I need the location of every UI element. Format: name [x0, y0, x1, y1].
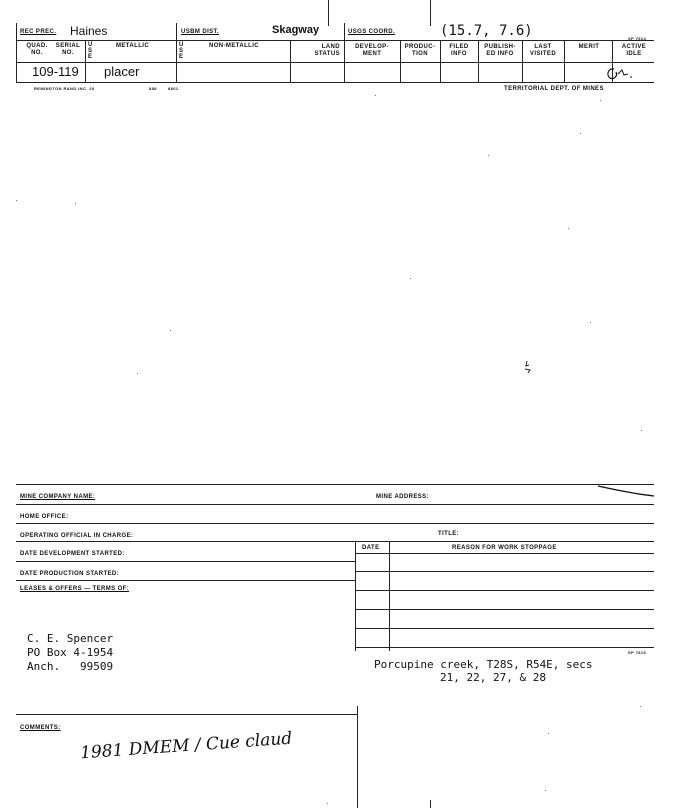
col-filed-info: FILED INFO: [449, 44, 469, 57]
col-last-visited: LAST VISITED: [529, 44, 557, 57]
col-divider-last: [564, 40, 565, 82]
line-official: [16, 541, 654, 542]
col-non-metallic: NON-METALLIC: [209, 43, 260, 49]
title-label: TITLE:: [438, 531, 460, 537]
col-metallic: METALLIC: [116, 43, 150, 49]
stoppage-date-divider: [389, 541, 390, 651]
printer-code-1: 888: [149, 86, 157, 91]
contact-line-1: C. E. Spencer: [27, 632, 114, 645]
line-development: [16, 561, 355, 562]
leases-label: LEASES & OFFERS — TERMS OF:: [20, 586, 130, 592]
stoppage-row-6: [355, 647, 654, 648]
home-office-label: HOME OFFICE:: [20, 514, 69, 520]
form-code-top: SP 7814: [628, 36, 647, 41]
speck: [375, 95, 376, 96]
speck: [16, 200, 17, 201]
usgs-coord-label: USGS COORD.: [348, 29, 396, 35]
stoppage-left-border: [355, 541, 356, 651]
col-use-left: U S E: [88, 42, 93, 60]
record-metallic: placer: [104, 64, 140, 79]
usbm-dist-value: Skagway: [272, 24, 320, 36]
stoppage-row-1: [355, 553, 654, 554]
stoppage-row-2: [355, 571, 654, 572]
line-company: [16, 504, 654, 505]
col-divider-develop: [400, 40, 401, 82]
stray-mark-icon: [522, 360, 534, 374]
territorial-dept: TERRITORIAL DEPT. OF MINES: [504, 86, 604, 92]
col-active-idle: ACTIVE IDLE: [621, 44, 647, 57]
date-production-label: DATE PRODUCTION STARTED:: [20, 571, 120, 577]
printer-line: REMINGTON RAND INC. 20: [34, 86, 95, 91]
col-divider-metallic: [176, 23, 177, 82]
col-production: PRODUC- TION: [404, 44, 436, 57]
col-divider-filed: [478, 40, 479, 82]
rec-prec-label: REC PREC.: [20, 29, 57, 35]
lower-column-divider: [357, 706, 358, 808]
header-line-3: [16, 82, 654, 83]
header-line-1: [16, 40, 654, 41]
col-serial-no: SERIAL NO.: [55, 43, 81, 56]
line-home-office: [16, 523, 654, 524]
pen-stroke-icon: [596, 482, 656, 500]
active-idle-mark-icon: [604, 66, 644, 82]
contact-line-3: Anch. 99509: [27, 660, 114, 673]
col-divider-produc: [440, 40, 441, 82]
col-published-info: PUBLISH- ED INFO: [484, 44, 516, 57]
speck: [640, 706, 641, 707]
date-development-label: DATE DEVELOPMENT STARTED:: [20, 551, 125, 557]
stoppage-row-3: [355, 590, 654, 591]
record-quad-serial: 109-119: [32, 64, 79, 79]
col-merit: MERIT: [578, 44, 600, 50]
binding-tick-right: [430, 0, 431, 26]
speck: [488, 155, 489, 156]
comments-handwritten: 1981 DMEM / Cue claud: [79, 728, 293, 764]
usbm-dist-label: USBM DIST.: [181, 29, 220, 35]
binding-tick-left: [328, 0, 329, 26]
speck: [600, 100, 601, 101]
top-border: [16, 484, 654, 485]
col-divider-land: [344, 23, 345, 82]
location-line-2: 21, 22, 27, & 28: [440, 671, 546, 684]
operating-official-label: OPERATING OFFICIAL IN CHARGE:: [20, 533, 134, 539]
col-divider-nonmetallic: [290, 40, 291, 82]
speck: [545, 790, 546, 791]
rec-prec-value: Haines: [70, 24, 108, 38]
bottom-tick: [430, 800, 431, 808]
speck: [568, 228, 569, 229]
col-land-status: LAND STATUS: [314, 44, 340, 57]
col-divider-serial: [85, 40, 86, 82]
stoppage-reason-header: REASON FOR WORK STOPPAGE: [452, 545, 557, 551]
speck: [137, 373, 138, 374]
comments-label: COMMENTS:: [20, 725, 61, 731]
mine-company-name-label: MINE COMPANY NAME:: [20, 494, 96, 500]
speck: [170, 330, 171, 331]
col-divider-left-edge: [16, 23, 17, 82]
comments-top-line: [16, 714, 357, 715]
form-code-bottom: SP 7815: [628, 650, 647, 655]
stoppage-row-4: [355, 609, 654, 610]
speck: [410, 278, 411, 279]
col-use-right: U S E: [179, 42, 184, 60]
speck: [548, 733, 549, 734]
header-line-2: [16, 62, 654, 63]
contact-line-2: PO Box 4-1954: [27, 646, 114, 659]
mine-address-label: MINE ADDRESS:: [376, 494, 429, 500]
stoppage-row-5: [355, 628, 654, 629]
stoppage-date-header: DATE: [362, 545, 380, 551]
col-development: DEVELOP- MENT: [355, 44, 389, 57]
speck: [590, 322, 591, 323]
speck: [580, 133, 581, 134]
speck: [641, 430, 642, 431]
col-quad-no: QUAD. NO.: [26, 43, 48, 56]
line-production: [16, 580, 355, 581]
printer-code-2: 8801: [168, 86, 179, 91]
speck: [327, 803, 328, 804]
speck: [75, 203, 76, 204]
location-line-1: Porcupine creek, T28S, R54E, secs: [374, 658, 593, 671]
col-divider-publish: [522, 40, 523, 82]
usgs-coord-value: (15.7, 7.6): [440, 23, 533, 39]
